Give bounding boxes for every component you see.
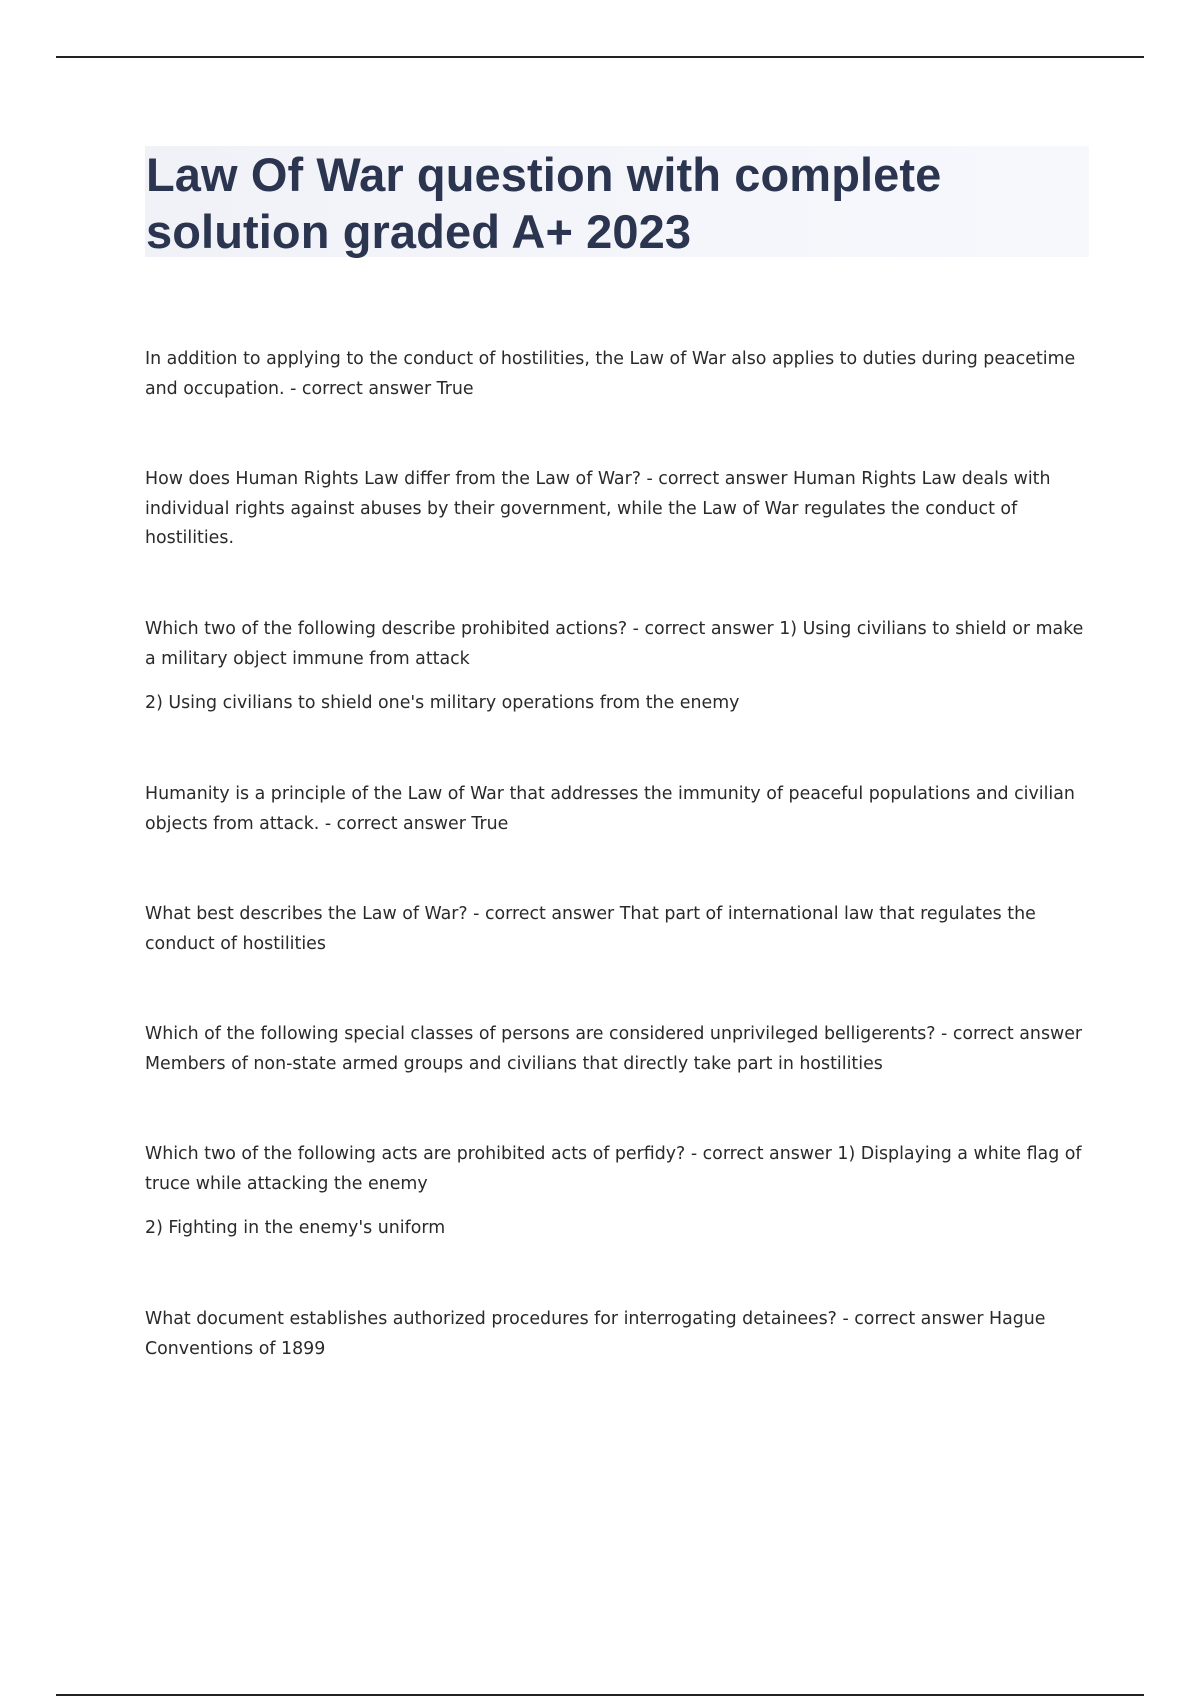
qa-text: Which two of the following describe prohibited actions? - correct answer 1) Using civilians to shield or make a military object immune from attack	[145, 619, 1084, 669]
qa-text: In addition to applying to the conduct of hostilities, the Law of War also applies to duties during peacetime and occupation. - correct answer True	[145, 349, 1076, 399]
qa-text: Which two of the following acts are prohibited acts of perfidy? - correct answer 1) Displaying a white flag of truce while attacking the enemy	[145, 1144, 1082, 1194]
bottom-divider	[56, 1694, 1144, 1696]
document-title: Law Of War question with complete solution graded A+ 2023	[146, 148, 942, 258]
qa-item-7	[145, 1140, 1090, 1244]
qa-item-2	[145, 465, 1090, 554]
title-banner	[145, 146, 1089, 257]
qa-text: How does Human Rights Law differ from the Law of War? - correct answer Human Rights Law deals with individual rights against abuses by their government, while the Law of War regulates the conduct of hostilities.	[145, 469, 1051, 548]
qa-item-8	[145, 1305, 1090, 1364]
qa-answer-continuation: 2) Fighting in the enemy's uniform	[145, 1218, 446, 1238]
qa-text: Which of the following special classes of persons are considered unprivileged belligerents? - correct answer Members of non-state armed groups and civilians that directly take part in hostilities	[145, 1024, 1083, 1074]
qa-answer-continuation: 2) Using civilians to shield one's military operations from the enemy	[145, 693, 740, 713]
top-divider	[56, 56, 1144, 58]
qa-text: Humanity is a principle of the Law of War that addresses the immunity of peaceful populations and civilian objects from attack. - correct answer True	[145, 784, 1075, 834]
qa-item-5	[145, 900, 1090, 959]
qa-text: What best describes the Law of War? - correct answer That part of international law that regulates the conduct of hostilities	[145, 904, 1036, 954]
qa-text: What document establishes authorized procedures for interrogating detainees? - correct answer Hague Conventions of 1899	[145, 1309, 1046, 1359]
qa-item-1	[145, 345, 1090, 404]
qa-item-3	[145, 615, 1090, 719]
qa-item-4	[145, 780, 1090, 839]
qa-item-6	[145, 1020, 1090, 1079]
